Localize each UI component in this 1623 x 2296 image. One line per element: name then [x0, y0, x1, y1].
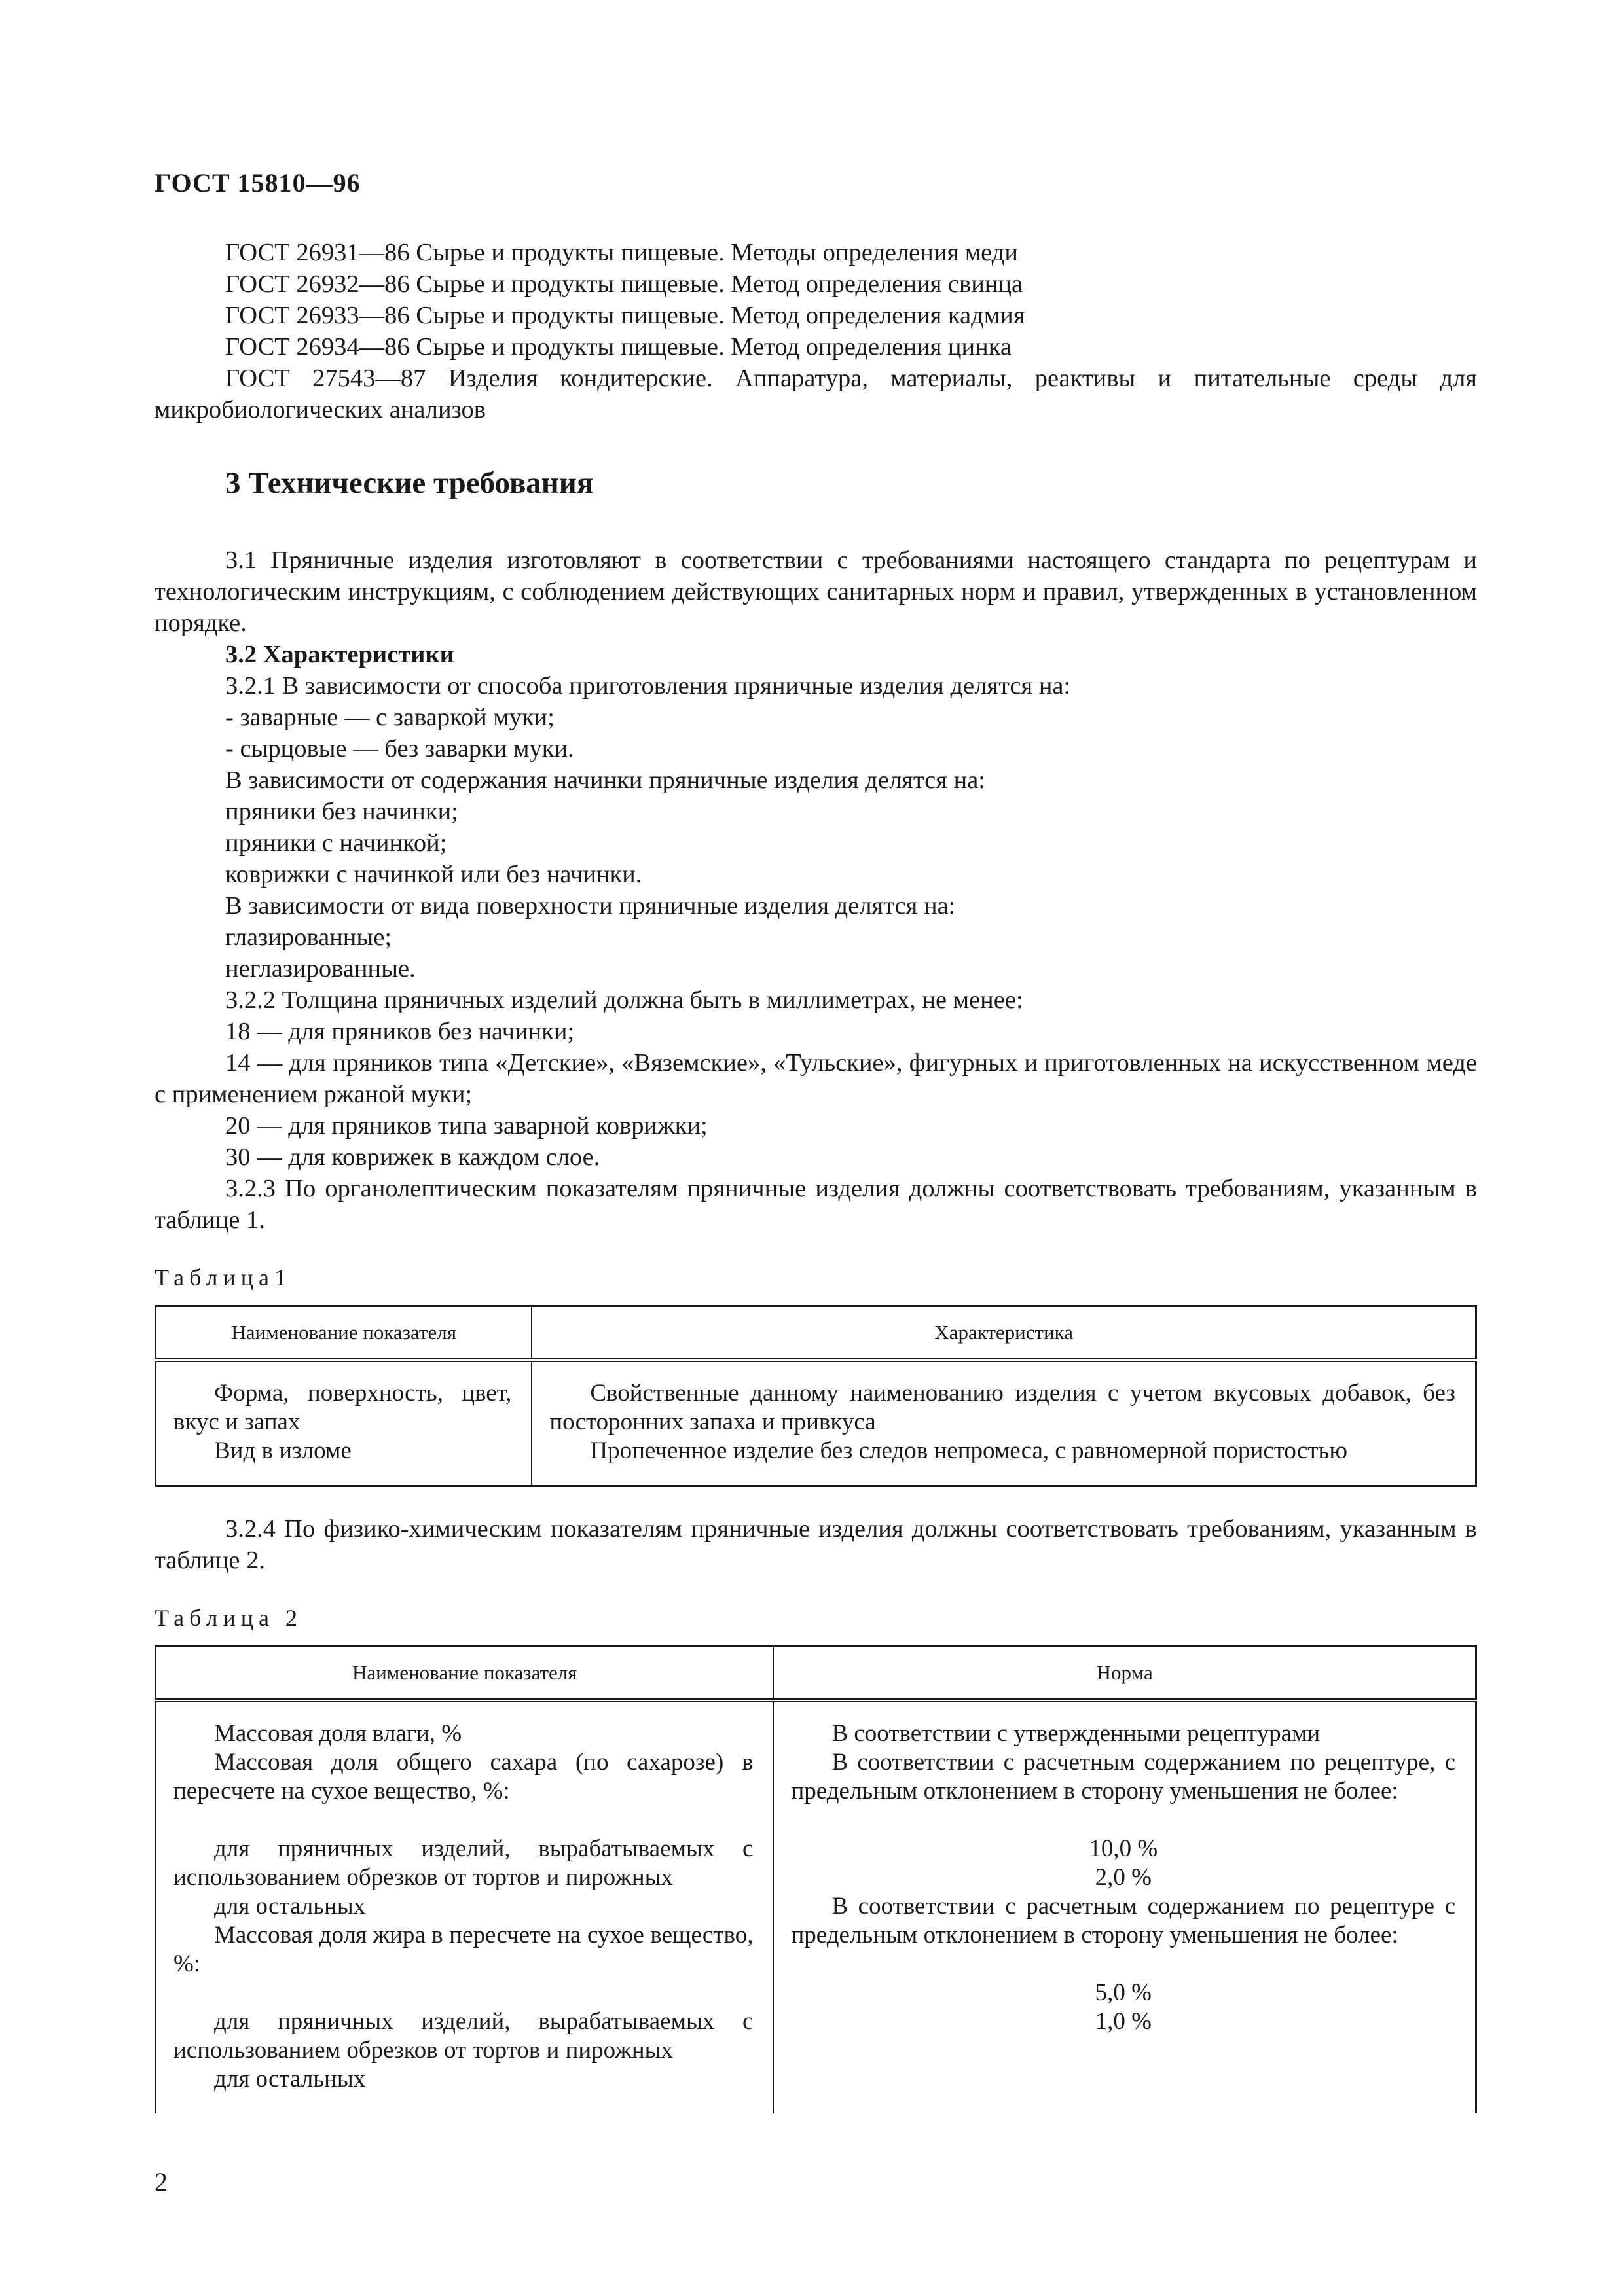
indicator-subitem: для пряничных изделий, вырабатываемых с использованием обрезков от тортов и пирожных	[173, 1835, 754, 1891]
norm-subvalue: 2,0 %	[1095, 1864, 1152, 1891]
column-header: Характеристика	[532, 1306, 1476, 1361]
table-row	[156, 1360, 1476, 1486]
table-1-caption: Таблица1	[155, 1265, 291, 1291]
list-item: глазированные;	[225, 924, 392, 951]
norm-cell	[773, 1700, 1476, 2113]
reference-item: ГОСТ 26933—86 Сырье и продукты пищевые. Метод определения кадмия	[225, 302, 1025, 329]
surface-intro: В зависимости от вида поверхности пряничные изделия делятся на:	[225, 892, 956, 920]
indicator-name-cell	[156, 1700, 774, 2113]
table-1	[155, 1305, 1477, 1487]
list-item: 30 — для коврижек в каждом слое.	[225, 1143, 600, 1171]
list-item: - заварные — с заваркой муки;	[225, 704, 555, 731]
characteristic-value: Пропеченное изделие без следов непромеса, с равномерной пористостью	[590, 1437, 1347, 1464]
table-2	[155, 1645, 1477, 2113]
column-header: Наименование показателя	[156, 1306, 532, 1361]
page-content	[155, 237, 1477, 2113]
clause-3-2-3: 3.2.3 По органолептическим показателям пряничные изделия должны соответствовать требованиям, указанным в таблице 1.	[155, 1175, 1477, 1234]
indicator-name-cell	[156, 1360, 532, 1486]
list-item: 14 — для пряников типа «Детские», «Вяземские», «Тульские», фигурных и приготовленных на искусственном меде с применением ржаной муки;	[155, 1049, 1477, 1108]
norm-subvalue: 5,0 %	[1095, 1979, 1152, 2006]
list-item: неглазированные.	[225, 955, 416, 982]
indicator-subitem: для остальных	[214, 2066, 366, 2092]
reference-item: ГОСТ 26934—86 Сырье и продукты пищевые. Метод определения цинка	[225, 333, 1012, 361]
norm-value: В соответствии с расчетным содержанием по рецептуре, с предельным отклонением в сторону уменьшения не более:	[791, 1749, 1455, 1804]
indicator-name: Форма, поверхность, цвет, вкус и запах	[173, 1380, 512, 1435]
indicator-name: Вид в изломе	[214, 1437, 352, 1464]
norm-subvalue: 1,0 %	[1095, 2008, 1152, 2035]
table-row	[156, 1700, 1476, 2113]
list-item: пряники с начинкой;	[225, 829, 447, 857]
document-code-header: ГОСТ 15810—96	[155, 168, 361, 198]
column-header: Норма	[773, 1647, 1476, 1701]
characteristic-cell	[532, 1360, 1476, 1486]
indicator-subitem: для остальных	[214, 1893, 366, 1920]
subsection-heading: 3.2 Характеристики	[225, 641, 454, 668]
indicator-name: Массовая доля общего сахара (по сахарозе) в пересчете на сухое вещество, %:	[173, 1749, 754, 1804]
indicator-name: Массовая доля жира в пересчете на сухое вещество, %:	[173, 1922, 754, 1977]
reference-item: ГОСТ 26932—86 Сырье и продукты пищевые. Метод определения свинца	[225, 270, 1023, 298]
indicator-name: Массовая доля влаги, %	[214, 1720, 462, 1747]
reference-item: ГОСТ 26931—86 Сырье и продукты пищевые. Методы определения меди	[225, 239, 1018, 266]
column-header: Наименование показателя	[156, 1647, 774, 1701]
page-number: 2	[155, 2167, 168, 2197]
list-item: - сырцовые — без заварки муки.	[225, 735, 574, 762]
indicator-subitem: для пряничных изделий, вырабатываемых с использованием обрезков от тортов и пирожных	[173, 2008, 754, 2064]
characteristic-value: Свойственные данному наименованию изделия с учетом вкусовых добавок, без посторонних запаха и привкуса	[549, 1380, 1455, 1435]
norm-subvalue: 10,0 %	[1089, 1835, 1158, 1862]
list-item: 20 — для пряников типа заварной коврижки;	[225, 1112, 708, 1139]
norm-value: В соответствии с утвержденными рецептурами	[831, 1720, 1321, 1747]
clause-3-2-1: 3.2.1 В зависимости от способа приготовления пряничные изделия делятся на:	[225, 672, 1071, 700]
list-item: коврижки с начинкой или без начинки.	[225, 861, 642, 888]
reference-item: ГОСТ 27543—87 Изделия кондитерские. Аппаратура, материалы, реактивы и питательные среды для микробиологических анализов	[155, 365, 1477, 423]
clause-3-2-2: 3.2.2 Толщина пряничных изделий должна быть в миллиметрах, не менее:	[225, 986, 1023, 1014]
clause-3-2-4: 3.2.4 По физико-химическим показателям пряничные изделия должны соответствовать требованиям, указанным в таблице 2.	[155, 1515, 1477, 1574]
norm-value: В соответствии с расчетным содержанием по рецептуре с предельным отклонением в сторону уменьшения не более:	[791, 1893, 1455, 1948]
table-2-caption: Таблица 2	[155, 1605, 302, 1631]
section-title: 3 Технические требования	[225, 466, 594, 500]
list-item: 18 — для пряников без начинки;	[225, 1018, 575, 1045]
clause-3-1: 3.1 Пряничные изделия изготовляют в соответствии с требованиями настоящего стандарта по рецептурам и технологическим инструкциям, с соблюдением действующих санитарных норм и правил, утвержденных в установленном порядке.	[155, 547, 1477, 637]
list-item: пряники без начинки;	[225, 798, 458, 825]
filling-intro: В зависимости от содержания начинки пряничные изделия делятся на:	[225, 766, 985, 794]
normative-references-list	[155, 237, 1477, 425]
